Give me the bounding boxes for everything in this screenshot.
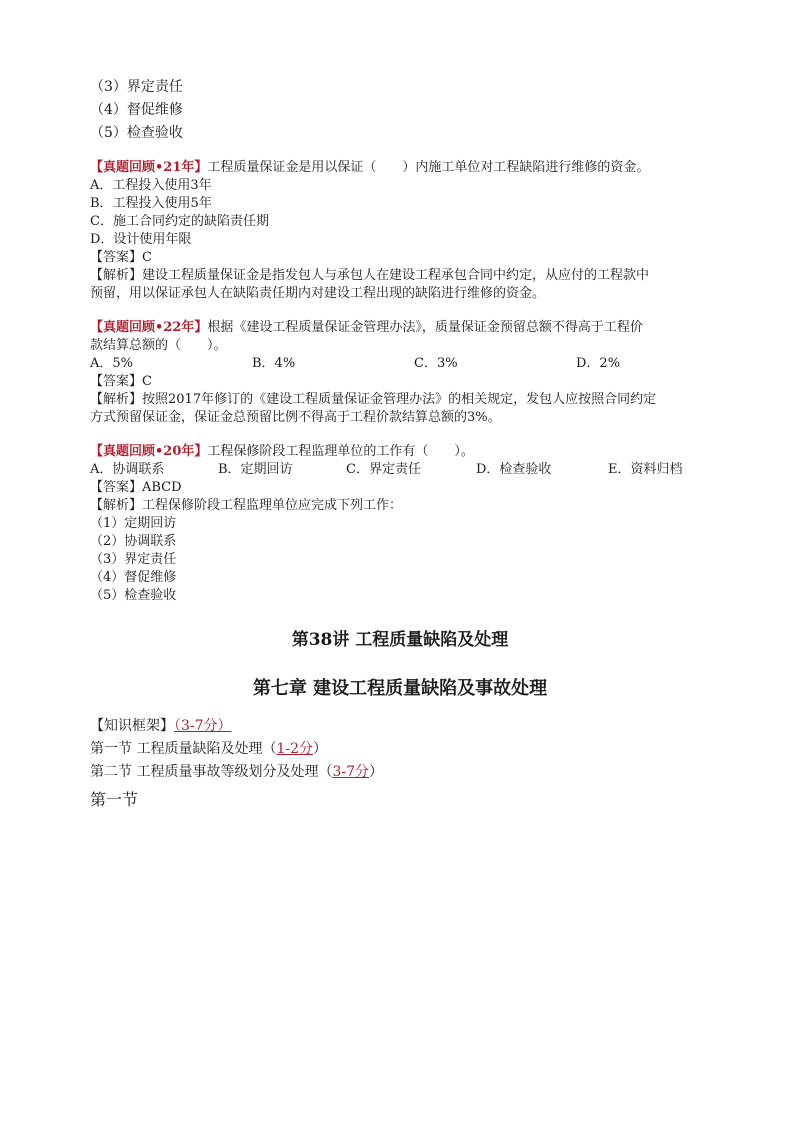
list-item: （3）界定责任 — [90, 79, 183, 95]
option-b: B．4% — [252, 356, 296, 371]
list-item: （1）定期回访 — [90, 516, 177, 531]
section-1-text: 第一节 工程质量缺陷及处理（ — [90, 741, 277, 757]
section-2-score: 3-7分 — [332, 764, 369, 780]
analysis-line: 【解析】工程保修阶段工程监理单位应完成下列工作： — [90, 498, 403, 513]
question-stem: 根据《建设工程质量保证金管理办法》，质量保证金预留总额不得高于工程价 — [207, 320, 643, 335]
question-stem: 工程保修阶段工程监理单位的工作有（ ）。 — [207, 444, 474, 459]
framework-label: 【知识框架】 — [90, 718, 174, 734]
option-e: E．资料归档 — [608, 462, 683, 477]
answer: 【答案】C — [90, 250, 152, 265]
section-1-close: ） — [313, 741, 327, 757]
option-a: A．5% — [90, 356, 134, 371]
question-tag: 【真题回顾•22年】 — [90, 320, 208, 335]
list-item: （5）检查验收 — [90, 125, 183, 141]
option-c: C．界定责任 — [346, 462, 421, 477]
list-item: （5）检查验收 — [90, 588, 177, 603]
option-a: A．工程投入使用3年 — [90, 178, 212, 193]
analysis-line: 预留，用以保证承包人在缺陷责任期内对建设工程出现的缺陷进行维修的资金。 — [90, 286, 546, 301]
analysis-line: 【解析】按照2017年修订的《建设工程质量保证金管理办法》的相关规定，发包人应按照合同约定 — [90, 392, 657, 407]
option-a: A．协调联系 — [90, 462, 165, 477]
analysis-line: 方式预留保证金，保证金总预留比例不得高于工程价款结算总额的3%。 — [90, 410, 501, 425]
question-stem: 款结算总额的（ ）。 — [90, 338, 227, 353]
knowledge-framework — [90, 717, 232, 735]
lecture-title: 第38讲 工程质量缺陷及处理 — [291, 630, 509, 650]
option-d: D．检查验收 — [476, 462, 552, 477]
answer: 【答案】C — [90, 374, 152, 389]
list-item: （3）界定责任 — [90, 552, 177, 567]
section-2-close: ） — [369, 764, 383, 780]
section-heading: 第一节 — [90, 790, 139, 809]
section-2-line — [90, 763, 383, 781]
answer: 【答案】ABCD — [90, 480, 182, 495]
option-b: B．工程投入使用5年 — [90, 196, 212, 211]
list-item: （4）督促维修 — [90, 570, 177, 585]
option-c: C．3% — [414, 356, 458, 371]
list-item: （2）协调联系 — [90, 534, 177, 549]
question-22-stem-line — [90, 319, 643, 337]
section-1-line — [90, 740, 327, 758]
option-b: B．定期回访 — [218, 462, 293, 477]
list-item: （4）督促维修 — [90, 102, 183, 118]
question-20-stem-line — [90, 443, 474, 461]
option-d: D．设计使用年限 — [90, 232, 192, 247]
section-2-text: 第二节 工程质量事故等级划分及处理（ — [90, 764, 333, 780]
section-1-score: 1-2分 — [276, 741, 313, 757]
option-d: D．2% — [576, 356, 621, 371]
question-21-stem-line — [90, 159, 649, 177]
question-tag: 【真题回顾•20年】 — [90, 444, 208, 459]
framework-score: （3-7分） — [174, 718, 232, 734]
chapter-title: 第七章 建设工程质量缺陷及事故处理 — [252, 678, 548, 699]
question-tag: 【真题回顾•21年】 — [90, 160, 208, 175]
analysis-line: 【解析】建设工程质量保证金是指发包人与承包人在建设工程承包合同中约定，从应付的工程款中 — [90, 268, 650, 283]
option-c: C．施工合同约定的缺陷责任期 — [90, 214, 269, 229]
question-stem: 工程质量保证金是用以保证（ ）内施工单位对工程缺陷进行维修的资金。 — [207, 160, 650, 175]
